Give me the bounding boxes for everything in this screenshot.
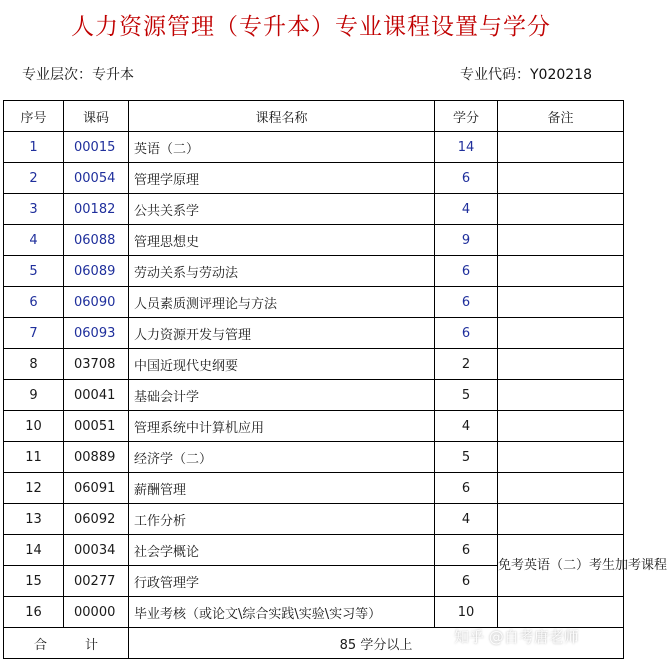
cell-credit: 6 [435,287,498,318]
table-row [4,504,624,535]
course-table [3,100,667,659]
cell-code: 00054 [64,163,129,194]
table-row [4,287,624,318]
cell-note [498,380,624,411]
table-row [4,194,624,225]
header-code: 课码 [64,101,129,132]
table-header-row [4,101,624,132]
cell-name: 基础会计学 [129,380,435,411]
cell-note [498,473,624,504]
header-name: 课程名称 [129,101,435,132]
cell-code: 03708 [64,349,129,380]
cell-code: 06092 [64,504,129,535]
table-row [4,411,624,442]
cell-name: 管理学原理 [129,163,435,194]
table-row [4,597,624,628]
cell-code: 06088 [64,225,129,256]
cell-name: 人员素质测评理论与方法 [129,287,435,318]
table-row [4,535,624,566]
cell-credit: 9 [435,225,498,256]
cell-note [498,442,624,473]
table-row [4,256,624,287]
cell-credit: 6 [435,163,498,194]
cell-note [498,318,624,349]
cell-no: 2 [4,163,64,194]
cell-code: 00182 [64,194,129,225]
cell-no: 3 [4,194,64,225]
cell-name: 工作分析 [129,504,435,535]
cell-note [498,597,624,628]
cell-credit: 6 [435,256,498,287]
table-row [4,132,624,163]
cell-code: 00034 [64,535,129,566]
cell-note [498,504,624,535]
total-label-b: 计 [85,637,99,653]
cell-credit: 6 [435,318,498,349]
cell-no: 4 [4,225,64,256]
cell-credit: 5 [435,442,498,473]
cell-name: 经济学（二） [129,442,435,473]
watermark: 知乎 @自考唐老师 [454,628,579,646]
cell-name: 管理思想史 [129,225,435,256]
cell-no: 7 [4,318,64,349]
cell-no: 16 [4,597,64,628]
cell-note [498,349,624,380]
cell-name: 公共关系学 [129,194,435,225]
cell-no: 6 [4,287,64,318]
cell-name: 行政管理学 [129,566,435,597]
table-row [4,163,624,194]
cell-credit: 14 [435,132,498,163]
cell-code: 06093 [64,318,129,349]
cell-no: 12 [4,473,64,504]
cell-credit: 4 [435,504,498,535]
cell-name: 毕业考核（或论文\综合实践\实验\实习等） [129,597,435,628]
cell-no: 5 [4,256,64,287]
header-credit: 学分 [435,101,498,132]
cell-credit: 10 [435,597,498,628]
table-row [4,225,624,256]
cell-no: 10 [4,411,64,442]
cell-note [498,132,624,163]
cell-code: 00041 [64,380,129,411]
cell-no: 11 [4,442,64,473]
cell-name: 人力资源开发与管理 [129,318,435,349]
header-note: 备注 [498,101,624,132]
cell-note [498,225,624,256]
table-row [4,473,624,504]
cell-credit: 6 [435,566,498,597]
total-value: 85 学分以上 [129,628,624,659]
cell-credit: 6 [435,473,498,504]
cell-name: 管理系统中计算机应用 [129,411,435,442]
cell-credit: 4 [435,194,498,225]
cell-name: 英语（二） [129,132,435,163]
cell-code: 06089 [64,256,129,287]
cell-no: 1 [4,132,64,163]
cell-code: 00051 [64,411,129,442]
cell-no: 9 [4,380,64,411]
cell-code: 00000 [64,597,129,628]
cell-credit: 5 [435,380,498,411]
header-no: 序号 [4,101,64,132]
cell-code: 00277 [64,566,129,597]
cell-code: 06090 [64,287,129,318]
cell-code: 00889 [64,442,129,473]
cell-credit: 6 [435,535,498,566]
major-code: 专业代码：Y020218 [460,67,592,83]
cell-no: 8 [4,349,64,380]
cell-no: 14 [4,535,64,566]
page-title: 人力资源管理（专升本）专业课程设置与学分 [71,14,551,40]
cell-note [498,256,624,287]
cell-name: 劳动关系与劳动法 [129,256,435,287]
cell-no: 15 [4,566,64,597]
cell-credit: 2 [435,349,498,380]
table-row [4,318,624,349]
cell-code: 06091 [64,473,129,504]
cell-no: 13 [4,504,64,535]
cell-note [498,411,624,442]
cell-name: 薪酬管理 [129,473,435,504]
major-level: 专业层次：专升本 [22,67,134,83]
cell-note [498,194,624,225]
table-row [4,380,624,411]
cell-note [498,287,624,318]
cell-note: 免考英语（二）考生加考课程 [498,535,624,597]
cell-note [498,163,624,194]
cell-code: 00015 [64,132,129,163]
total-label [4,628,129,659]
cell-name: 中国近现代史纲要 [129,349,435,380]
table-row [4,442,624,473]
table-row [4,349,624,380]
cell-credit: 4 [435,411,498,442]
cell-name: 社会学概论 [129,535,435,566]
total-label-a: 合 [33,637,47,653]
